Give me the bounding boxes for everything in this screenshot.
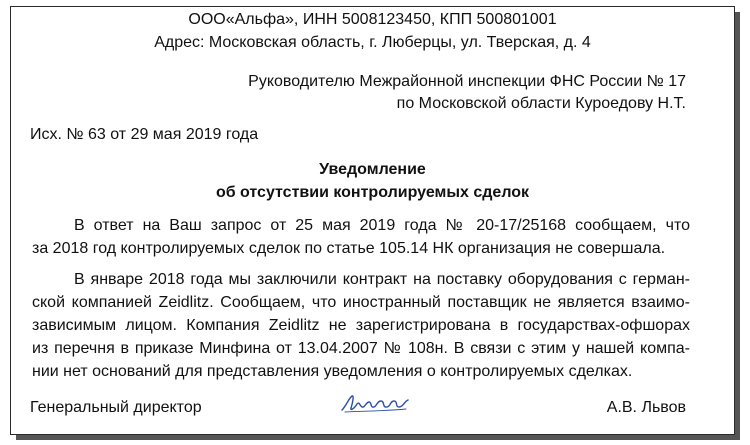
signatory-position: Генеральный директор xyxy=(30,399,202,416)
frame-shadow-bottom xyxy=(16,435,740,440)
paragraph-2-line-1: В январе 2018 года мы заключили контракт на поставку оборудования с герман- xyxy=(74,271,690,288)
paragraph-2-line-5: нии нет оснований для представления уведомления о контролируемых сделках. xyxy=(32,363,633,380)
recipient-line-1: Руководителю Межрайонной инспекции ФНС России № 17 xyxy=(248,73,686,90)
paragraph-2-line-2: ской компанией Zeidlitz. Сообщаем, что иностранный поставщик не является взаимо- xyxy=(32,294,690,311)
paragraph-2-line-3: зависимым лицом. Компания Zeidlitz не зарегистрирована в государствах-офшорах xyxy=(32,317,690,334)
document-title-line-2: об отсутствии контролируемых сделок xyxy=(215,184,530,201)
paragraph-2-line-4: из перечня в приказе Минфина от 13.04.2007 № 108н. В связи с этим у нашей компа- xyxy=(32,340,690,357)
handwritten-signature xyxy=(340,392,410,414)
signatory-name: А.В. Львов xyxy=(606,399,686,416)
sender-company-line: ООО«Альфа», ИНН 5008123450, КПП 500801001 xyxy=(188,11,557,28)
outgoing-reference: Исх. № 63 от 29 мая 2019 года xyxy=(30,126,259,143)
sender-address-line: Адрес: Московская область, г. Люберцы, ул. Тверская, д. 4 xyxy=(154,34,591,51)
paragraph-1-line-1: В ответ на Ваш запрос от 25 мая 2019 года № 20-17/25168 сообщаем, что xyxy=(74,217,690,234)
paragraph-1-line-2: за 2018 год контролируемых сделок по статье 105.14 НК организация не совершала. xyxy=(32,240,666,257)
document-title-line-1: Уведомление xyxy=(319,161,426,178)
recipient-line-2: по Московской области Куроедову Н.Т. xyxy=(396,95,686,112)
frame-shadow-right xyxy=(735,12,740,440)
